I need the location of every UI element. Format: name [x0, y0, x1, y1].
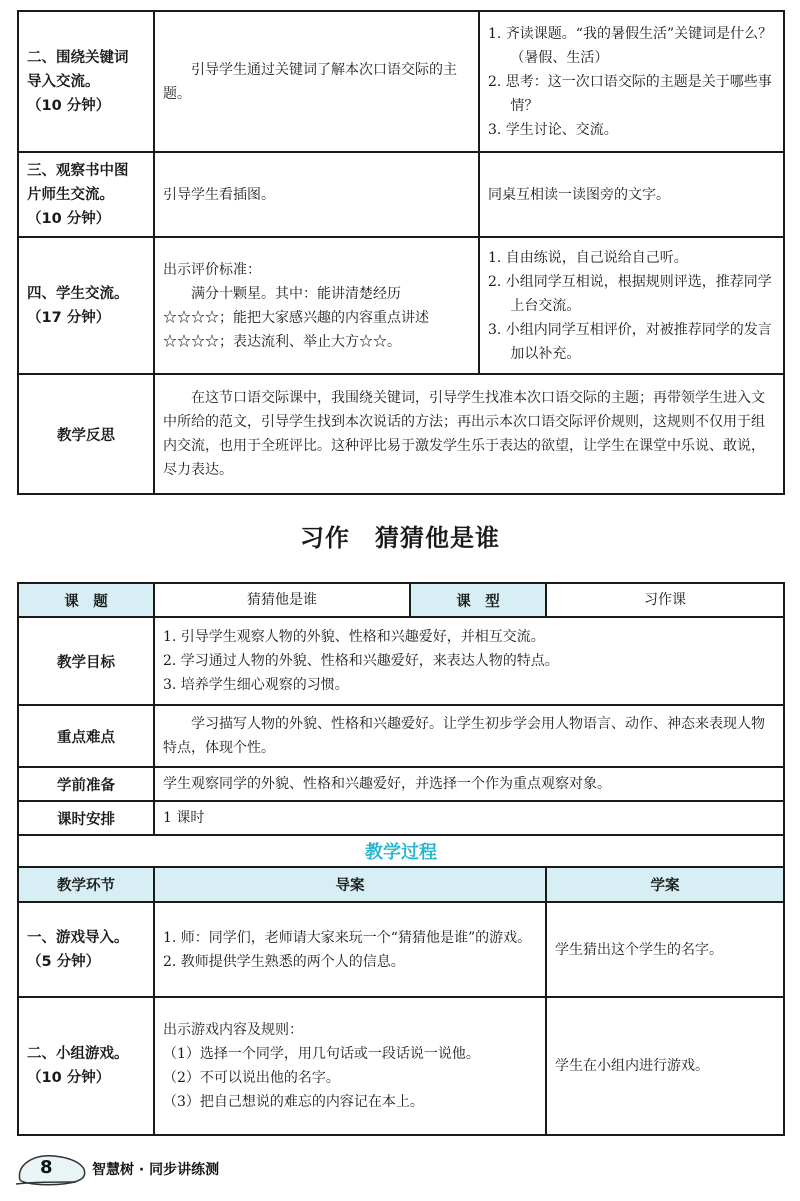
col-stage-header: 教学环节	[18, 867, 154, 902]
key-points-row	[18, 705, 784, 767]
learn-cell: 1. 齐读课题。“我的暑假生活”关键词是什么？（暑假、生活） 2. 思考：这一次口语交际的主题是关于哪些事情？ 3. 学生讨论、交流。	[479, 11, 784, 152]
table-row	[18, 152, 784, 237]
learn-cell: 学生在小组内进行游戏。	[546, 997, 784, 1135]
reflection-label: 教学反思	[18, 374, 154, 494]
lesson-plan-table	[17, 582, 785, 1136]
learn-cell: 学生猜出这个学生的名字。	[546, 902, 784, 997]
prep-label: 学前准备	[18, 767, 154, 801]
table-row	[18, 997, 784, 1135]
guide-cell: 引导学生通过关键词了解本次口语交际的主题。	[154, 11, 479, 152]
page-footer	[14, 1152, 274, 1186]
key-points-label: 重点难点	[18, 705, 154, 767]
type-label: 课 型	[410, 583, 546, 617]
guide-cell: 出示游戏内容及规则： （1）选择一个同学，用几句话或一段话说一说他。 （2）不可以说出他的名字。 （3）把自己想说的难忘的内容记在本上。	[154, 997, 546, 1135]
type-value: 习作课	[546, 583, 784, 617]
table-row	[18, 902, 784, 997]
key-points-text: 学习描写人物的外貌、性格和兴趣爱好。让学生初步学会用人物语言、动作、神态来表现人物特点，体现个性。	[154, 705, 784, 767]
prep-row	[18, 767, 784, 801]
stage-cell: 三、观察书中图 片师生交流。 （10 分钟）	[18, 152, 154, 237]
reflection-row	[18, 374, 784, 494]
schedule-label: 课时安排	[18, 801, 154, 835]
schedule-row	[18, 801, 784, 835]
leaf-badge-icon	[14, 1152, 94, 1186]
goals-row	[18, 617, 784, 705]
process-header-row	[18, 867, 784, 902]
prep-text: 学生观察同学的外貌、性格和兴趣爱好，并选择一个作为重点观察对象。	[154, 767, 784, 801]
process-title-row	[18, 835, 784, 867]
stage-cell: 一、游戏导入。 （5 分钟）	[18, 902, 154, 997]
top-lesson-table	[17, 10, 785, 495]
topic-label: 课 题	[18, 583, 154, 617]
table-row	[18, 237, 784, 374]
guide-cell: 1. 师：同学们，老师请大家来玩一个“猜猜他是谁”的游戏。 2. 教师提供学生熟悉的两个人的信息。	[154, 902, 546, 997]
book-name: 智慧树 · 同步讲练测	[92, 1162, 220, 1178]
page-title: 习作 猜猜他是谁	[300, 524, 500, 552]
guide-cell: 引导学生看插图。	[154, 152, 479, 237]
learn-cell: 同桌互相读一读图旁的文字。	[479, 152, 784, 237]
page-number: 8	[40, 1157, 53, 1178]
goals-cell: 1. 引导学生观察人物的外貌、性格和兴趣爱好，并相互交流。 2. 学习通过人物的外貌、性格和兴趣爱好，来表达人物的特点。 3. 培养学生细心观察的习惯。	[154, 617, 784, 705]
reflection-text: 在这节口语交际课中，我围绕关键词，引导学生找准本次口语交际的主题；再带领学生进入文中所给的范文，引导学生找到本次说话的方法；再出示本次口语交际评价规则，这规则不仅用于组内交流，也用于全班评比。这种评比易于激发学生乐于表达的欲望，让学生在课堂中乐说、敢说，尽力表达。	[154, 374, 784, 494]
topic-row	[18, 583, 784, 617]
topic-value: 猜猜他是谁	[154, 583, 410, 617]
learn-cell: 1. 自由练说，自己说给自己听。 2. 小组同学互相说，根据规则评选，推荐同学上台交流。 3. 小组内同学互相评价，对被推荐同学的发言加以补充。	[479, 237, 784, 374]
col-learn-header: 学案	[546, 867, 784, 902]
stage-cell: 二、围绕关键词 导入交流。 （10 分钟）	[18, 11, 154, 152]
guide-cell: 出示评价标准： 满分十颗星。其中：能讲清楚经历☆☆☆☆；能把大家感兴趣的内容重点讲述☆☆☆☆；表达流利、举止大方☆☆。	[154, 237, 479, 374]
stage-cell: 四、学生交流。 （17 分钟）	[18, 237, 154, 374]
process-title: 教学过程	[18, 835, 784, 867]
table-row	[18, 11, 784, 152]
schedule-text: 1 课时	[154, 801, 784, 835]
stage-cell: 二、小组游戏。 （10 分钟）	[18, 997, 154, 1135]
col-guide-header: 导案	[154, 867, 546, 902]
goals-label: 教学目标	[18, 617, 154, 705]
